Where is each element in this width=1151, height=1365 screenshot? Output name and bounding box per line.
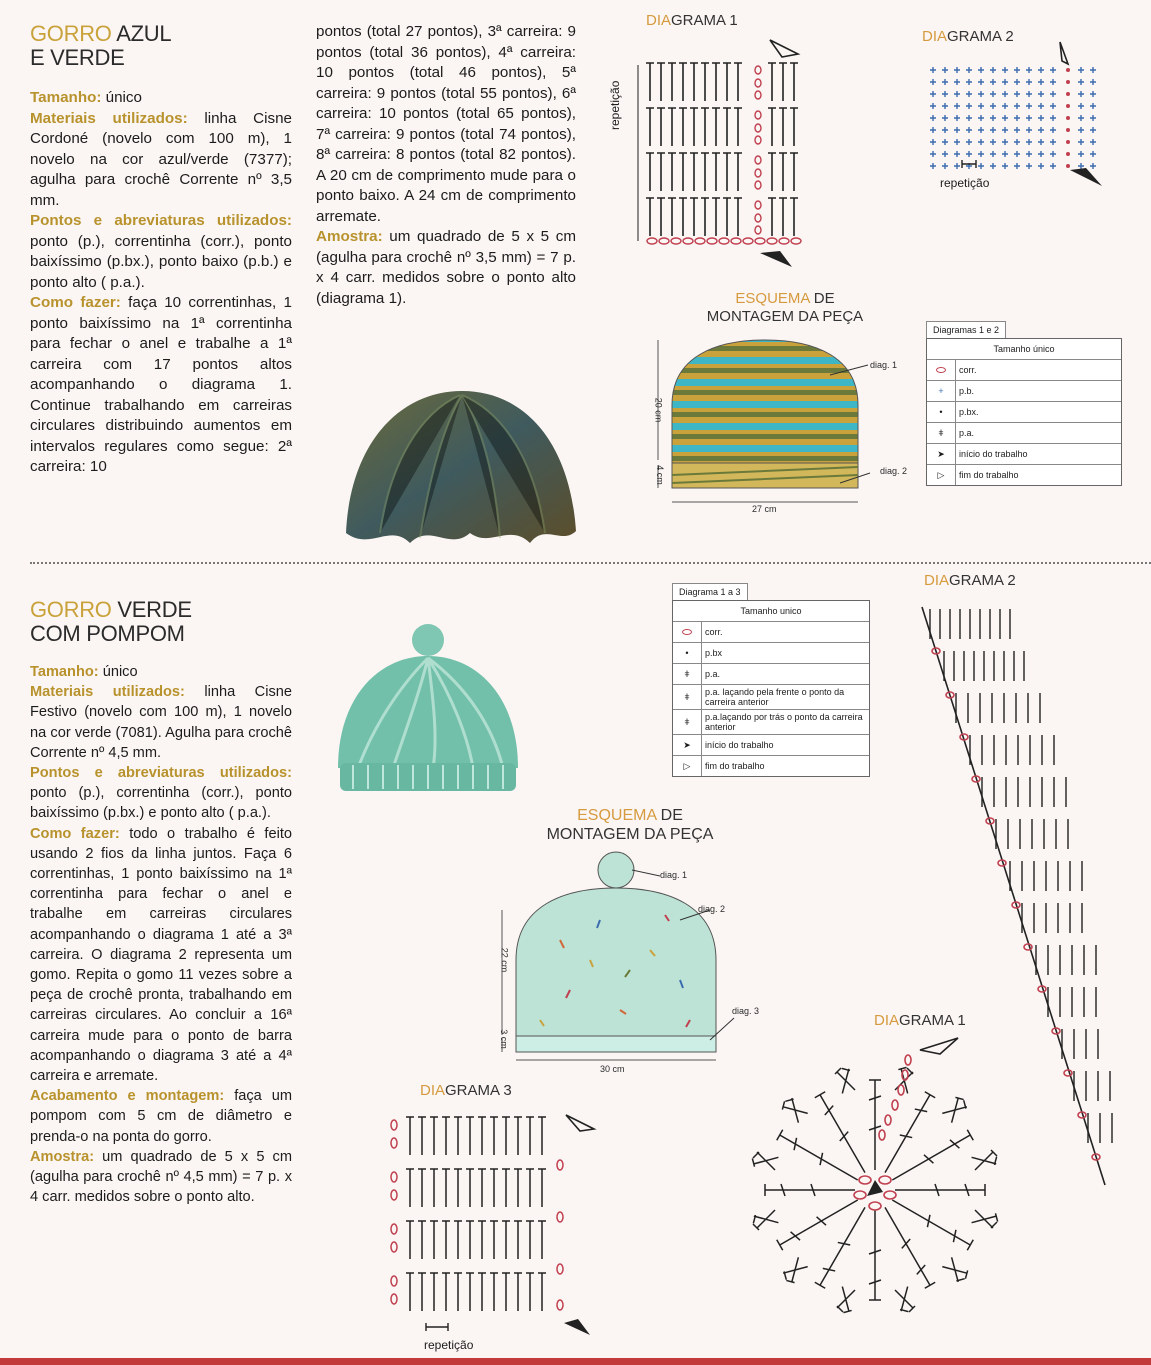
pattern1-title: GORRO AZUL E VERDE [30,21,172,70]
p1-diag-ref1: diag. 1 [870,360,898,370]
start-arrow-icon: ➤ [673,735,702,756]
single-crochet-symbol-icon: + [927,381,956,402]
p2-diag-ref2: diag. 2 [698,904,726,914]
p2-dim-band: 3 cm [498,1029,509,1049]
p1-dim-width: 27 cm [752,504,777,514]
p1-scheme-title: ESQUEMA DE MONTAGEM DA PEÇA [706,290,864,325]
pattern1-col1: Tamanho: único Materiais utilizados: linha Cisne Cordoné (novelo com 100 m), 1 novelo na cor azul/verde (7377); agulha para crochê Corrente nº 3,5 mm. Pontos e abreviaturas utilizados: ponto (p.), correntinha (corr.), ponto baixíssimo (p.bx.), ponto baixo (p.b.) e ponto alto ( p.a.). Como fazer: faça 10 correntinhas, 1 ponto baixíssimo na 1ª correntinha para fechar o anel e trabalhe a 1ª carreira com 17 pontos altos acompanhando o diagrama 1. Continue trabalhando em carreiras circulares distribuindo aumentos em intervalos regulares como segue: 2ª carreira: 10 [30,89,292,475]
chain-symbol-icon [927,360,956,381]
double-crochet-symbol-icon: ǂ [927,423,956,444]
p2-legend-tab: Diagrama 1 a 3 [672,583,748,600]
slip-stitch-symbol-icon: • [673,643,702,664]
p1-legend-table: Tamanho único corr. + p.b. • p.bx. ǂ p.a. ➤ início do trabalho ▷ fim do trabalho [926,338,1122,486]
hat-photo-green-pompom [328,618,528,798]
p1-diagram2-repeat-label: repetição [940,176,990,190]
chain-symbol-icon [673,622,702,643]
p2-diag-ref3: diag. 3 [732,1006,760,1016]
p2-legend-table: Tamanho unico corr. • p.bx ǂ p.a. ǂ p.a. laçando pela frente o ponto da carreira anterior ǂ p.a.laçando por trás o ponto da carreira anterior ➤ início do trabalho ▷ fim do trabalho [672,600,870,777]
p2-dim-height: 22 cm [499,947,510,973]
double-crochet-symbol-icon: ǂ [673,664,702,685]
slip-stitch-symbol-icon: • [927,402,956,423]
end-arrow-icon: ▷ [927,465,956,486]
p2-diagram3-repeat-label: repetição [424,1338,474,1352]
p2-diagram3-title: DIAGRAMA 3 [420,1082,512,1099]
end-arrow-icon: ▷ [673,756,702,777]
pattern2-col1: Tamanho: único Materiais utilizados: linha Cisne Festivo (novelo com 100 m), 1 novelo na cor verde (7081). Agulha para crochê Corrente nº 4,5 mm. Pontos e abreviaturas utilizados: ponto (p.), correntinha (corr.), ponto baixíssimo (p.bx.) e ponto alto ( p.a.). Como fazer: todo o trabalho é feito usando 2 fios da linha juntos. Faça 6 correntinhas, 1 ponto baixíssimo na 1ª correntinha para fechar o anel e trabalhe em carreiras circulares acompanhando o diagrama 1 até a 3ª carreira. O diagrama 2 representa um gomo. Repita o gomo 11 vezes sobre a peça de crochê pronta, trabalhando em carreiras circulares. Ao concluir a 16ª carreira mude para o ponto de barra acompanhando o diagrama 3 até a 4ª carreira e arremate. Acabamento e montagem: faça um pompom com 5 cm de diâmetro e prenda-o na ponta do gorro. Amostra: um quadrado de 5 x 5 cm (agulha para crochê nº 4,5 mm) = 7 p. x 4 carr. medidos sobre o ponto alto. [30,664,292,1206]
p2-dim-width: 30 cm [600,1064,625,1074]
p1-legend [926,320,1122,486]
p1-diagram1-repeat-label: repetição [608,80,622,130]
pattern1-col2: pontos (total 27 pontos), 3ª carreira: 9 pontos (total 36 pontos), 4ª carreira: 10 pontos (total 46 pontos), 5ª carreira: 9 pontos (total 55 pontos), 6ª carreira: 10 pontos (total 65 pontos), 7ª carreira: 9 pontos (total 74 pontos), 8ª carreira: 8 pontos (total 82 pontos). A 20 cm de comprimento mude para o ponto baixo. A 24 cm de comprimento arremate. Amostra: um quadrado de 5 x 5 cm (agulha para crochê nº 3,5 mm) = 7 p. x 4 carr. medidos sobre o ponto alto (diagrama 1). [316,23,576,307]
p2-diagram2-title: DIAGRAMA 2 [924,572,1016,589]
p2-diagram1-title: DIAGRAMA 1 [874,1012,966,1029]
start-arrow-icon: ➤ [927,444,956,465]
p2-diagram3-chart [380,1105,600,1345]
hat-photo-blue-green [340,383,580,553]
p1-legend-tab: Diagramas 1 e 2 [926,321,1006,338]
p1-diagram1-chart [620,35,805,270]
p1-diagram2-title: DIAGRAMA 2 [922,28,1014,45]
p2-diag-ref1: diag. 1 [660,870,688,880]
section-divider [30,562,1151,564]
p1-diagram1-title: DIAGRAMA 1 [646,12,738,29]
p2-scheme-title: ESQUEMA DE MONTAGEM DA PEÇA [546,807,714,843]
front-post-dc-symbol-icon: ǂ [673,685,702,710]
p1-dim-height: 20 cm [653,397,664,423]
p1-dim-band: 4 cm [654,465,665,485]
p1-diag-ref2: diag. 2 [880,466,908,476]
p1-scheme-drawing [640,335,900,515]
p2-legend [672,582,870,777]
pattern2-title: GORRO VERDE COM POMPOM [30,597,192,646]
bottom-accent-bar [0,1358,1151,1365]
p2-diagram1-chart [720,1030,1040,1330]
back-post-dc-symbol-icon: ǂ [673,710,702,735]
